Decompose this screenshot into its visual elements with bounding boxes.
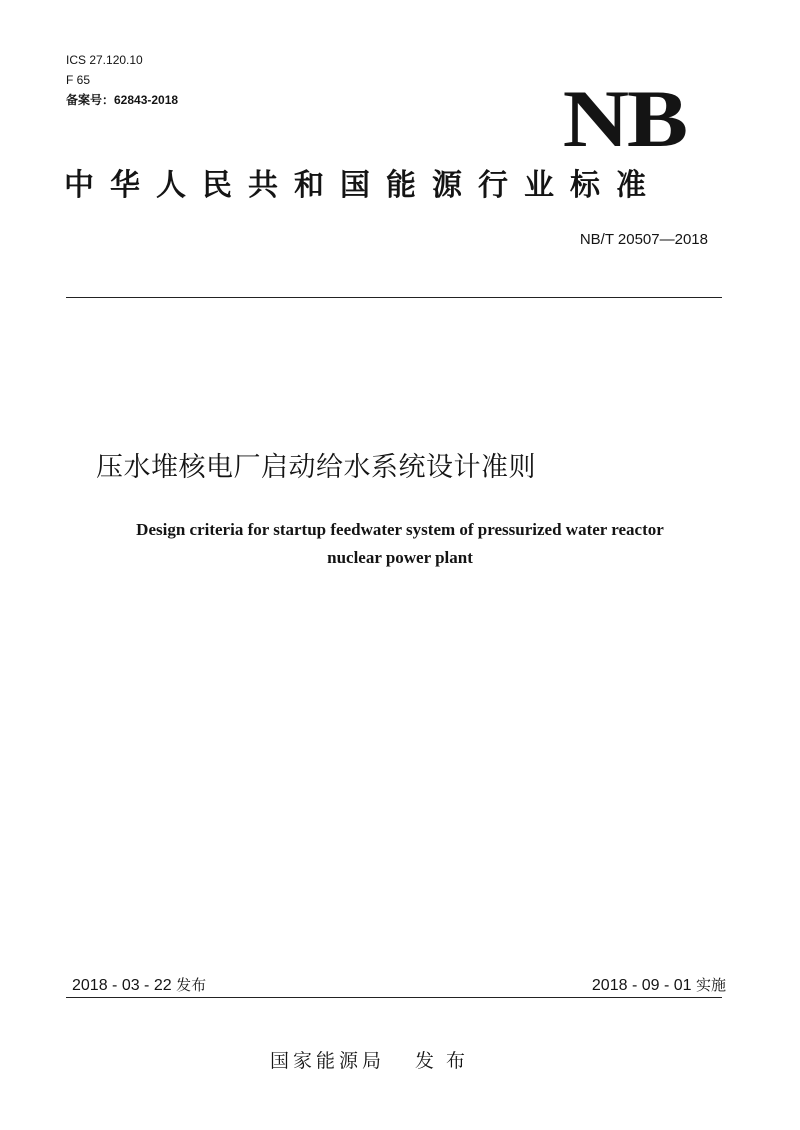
english-title-line-2: nuclear power plant bbox=[327, 548, 473, 567]
chinese-title: 压水堆核电厂启动给水系统设计准则 bbox=[96, 452, 536, 483]
issuer-verb: 发布 bbox=[415, 1050, 478, 1072]
issue-date: 2018 - 03 - 22 bbox=[72, 977, 172, 994]
english-title-line-1: Design criteria for startup feedwater system of pressurized water reactor bbox=[136, 520, 664, 539]
implement-date: 2018 - 09 - 01 bbox=[591, 977, 692, 994]
issue-date-block bbox=[72, 974, 206, 997]
implement-date-block bbox=[592, 974, 726, 997]
header-divider bbox=[66, 297, 722, 298]
nb-logo: NB bbox=[562, 73, 686, 164]
footer-divider bbox=[66, 997, 722, 998]
issuer-block bbox=[270, 1048, 477, 1074]
ics-code: ICS 27.120.10 bbox=[66, 53, 143, 67]
implement-label: 实施 bbox=[695, 976, 726, 994]
standard-number: NB/T 20507—2018 bbox=[579, 231, 708, 248]
issuer-name: 国家能源局 bbox=[270, 1050, 386, 1072]
standard-type-heading: 中华人民共和国能源行业标准 bbox=[64, 168, 662, 203]
issue-label: 发布 bbox=[176, 976, 207, 994]
record-number: 备案号：62843-2018 bbox=[66, 93, 179, 107]
category-code: F 65 bbox=[66, 73, 91, 87]
